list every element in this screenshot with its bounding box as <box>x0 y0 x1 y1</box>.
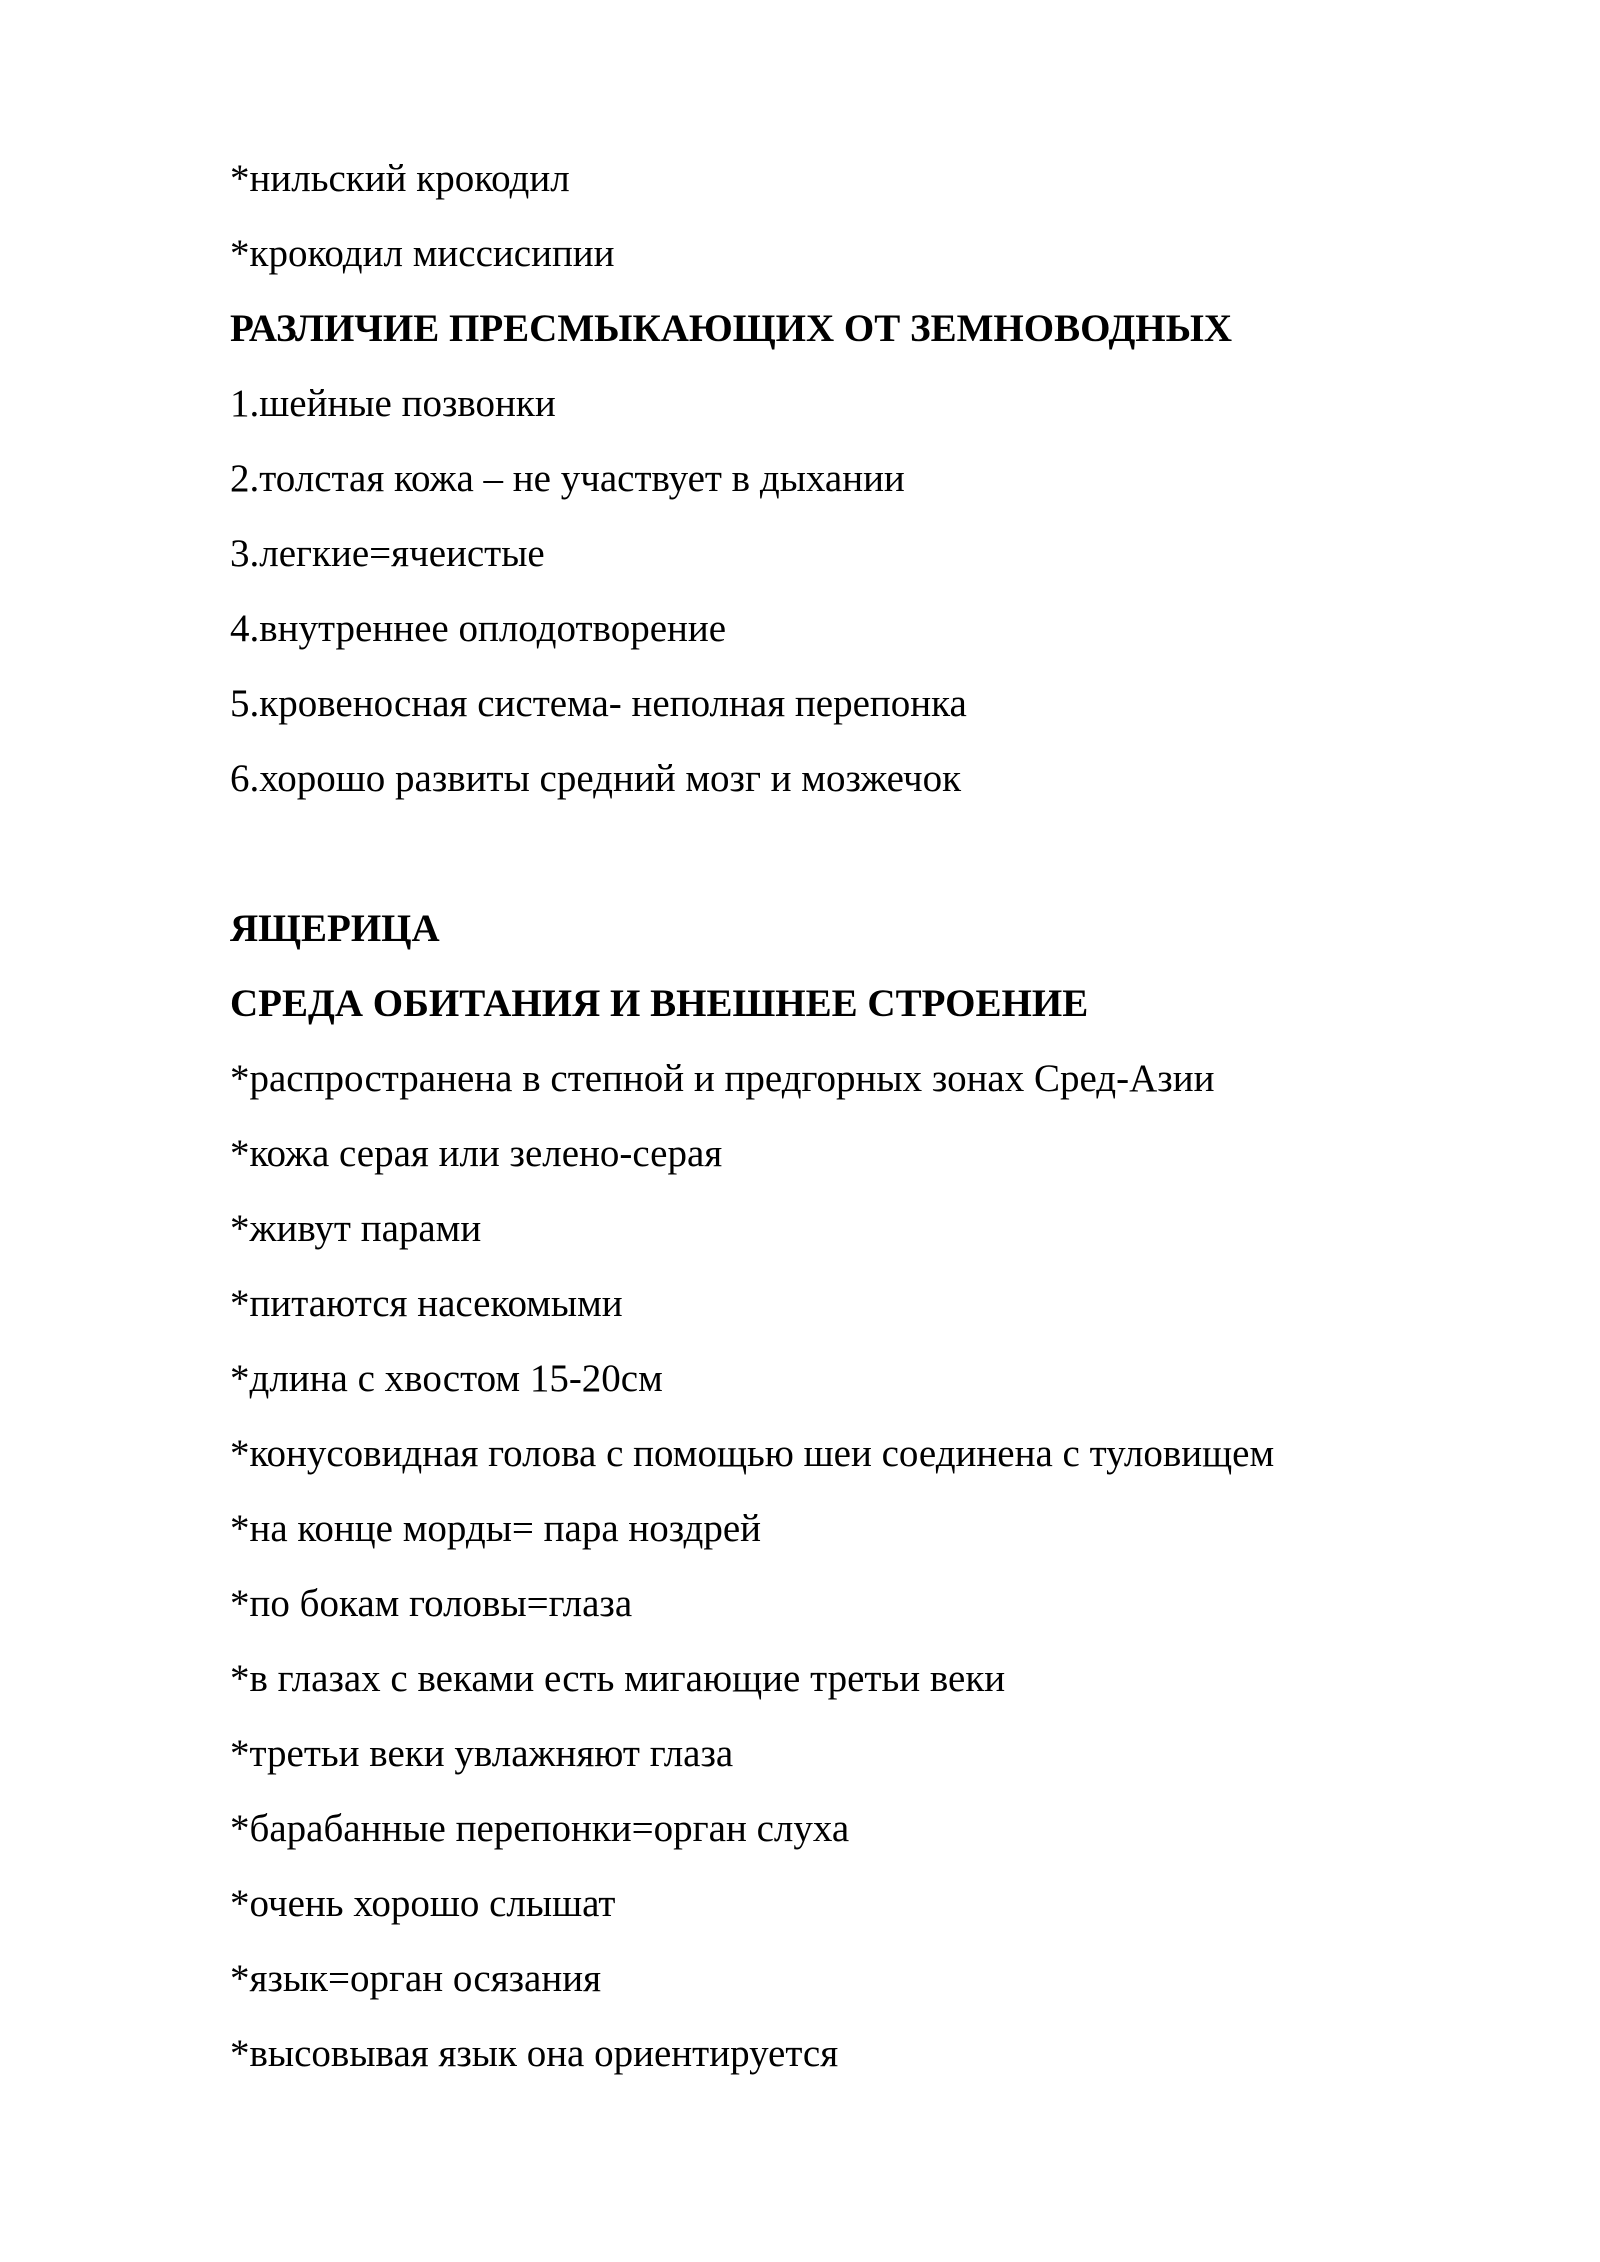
list-item: *на конце морды= пара ноздрей <box>230 1507 761 1550</box>
list-item: *живут парами <box>230 1207 482 1250</box>
list-item: 4.внутреннее оплодотворение <box>230 607 727 650</box>
list-item: *в глазах с веками есть мигающие третьи веки <box>230 1657 1006 1700</box>
list-item: 6.хорошо развиты средний мозг и мозжечок <box>230 757 962 800</box>
blank-line <box>230 820 1510 895</box>
list-item: *барабанные перепонки=орган слуха <box>230 1807 850 1850</box>
list-item: *распространена в степной и предгорных зонах Сред-Азии <box>230 1057 1215 1100</box>
list-item: *питаются насекомыми <box>230 1282 623 1325</box>
list-item: *крокодил миссисипии <box>230 232 615 275</box>
list-item: *нильский крокодил <box>230 157 570 200</box>
list-item: 5.кровеносная система- неполная перепонка <box>230 682 967 725</box>
document-body <box>230 145 1510 2095</box>
list-item: 2.толстая кожа – не участвует в дыхании <box>230 457 905 500</box>
list-item: 1.шейные позвонки <box>230 382 556 425</box>
list-item: *высовывая язык она ориентируется <box>230 2032 839 2075</box>
list-item: *очень хорошо слышат <box>230 1882 616 1925</box>
list-item: *третьи веки увлажняют глаза <box>230 1732 734 1775</box>
list-item: *конусовидная голова с помощью шеи соединена с туловищем <box>230 1432 1275 1475</box>
section-heading-lizard: ЯЩЕРИЦА <box>230 907 440 950</box>
list-item: *длина с хвостом 15-20см <box>230 1357 663 1400</box>
list-item: 3.легкие=ячеистые <box>230 532 545 575</box>
section-heading-differences: РАЗЛИЧИЕ ПРЕСМЫКАЮЩИХ ОТ ЗЕМНОВОДНЫХ <box>230 307 1233 350</box>
list-item: *кожа серая или зелено-серая <box>230 1132 723 1175</box>
list-item: *по бокам головы=глаза <box>230 1582 633 1625</box>
section-heading-habitat: СРЕДА ОБИТАНИЯ И ВНЕШНЕЕ СТРОЕНИЕ <box>230 982 1089 1025</box>
list-item: *язык=орган осязания <box>230 1957 602 2000</box>
